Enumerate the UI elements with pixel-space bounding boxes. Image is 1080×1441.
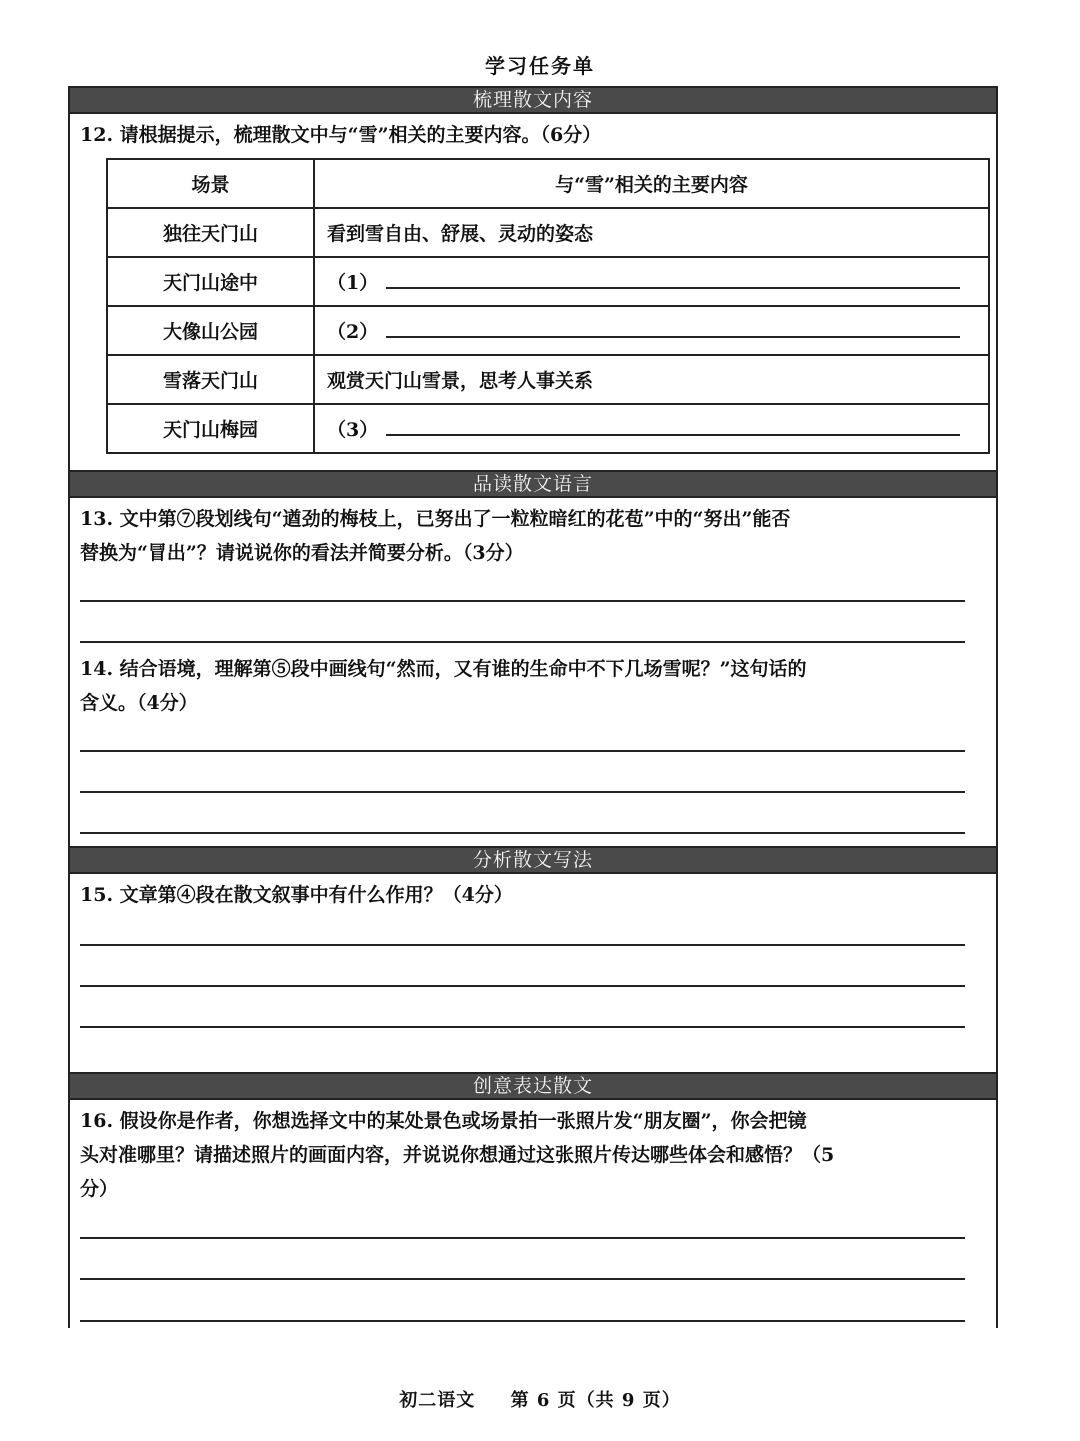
table-row <box>107 306 989 355</box>
question-16-line1: 16. 假设你是作者，你想选择文中的某处景色或场景拍一张照片发“朋友圈”，你会把镜 <box>80 1110 807 1132</box>
scene-cell: 天门山途中 <box>107 257 314 306</box>
table-row <box>107 208 989 257</box>
table-row <box>107 257 989 306</box>
question-16-line3: 分） <box>80 1178 119 1200</box>
answer-line-16-3[interactable] <box>80 1320 965 1322</box>
table-row <box>107 355 989 404</box>
answer-line[interactable] <box>386 422 960 436</box>
answer-line-14-1[interactable] <box>80 750 965 752</box>
question-13-line1: 13. 文中第⑦段划线句“遒劲的梅枝上，已努出了一粒粒暗红的花苞”中的“努出”能否 <box>80 508 791 530</box>
answer-label: （3） <box>327 419 379 441</box>
scene-cell: 雪落天门山 <box>107 355 314 404</box>
answer-line-16-2[interactable] <box>80 1278 965 1280</box>
answer-cell-3[interactable] <box>314 404 989 453</box>
footer-page-number: 第 6 页（共 9 页） <box>510 1390 681 1411</box>
question-15-line1: 15. 文章第④段在散文叙事中有什么作用？（4分） <box>80 884 513 906</box>
answer-line-15-3[interactable] <box>80 1026 965 1028</box>
answer-line-14-3[interactable] <box>80 832 965 834</box>
answer-line-14-2[interactable] <box>80 791 965 793</box>
scene-cell: 天门山梅园 <box>107 404 314 453</box>
content-cell: 看到雪自由、舒展、灵动的姿态 <box>314 208 989 257</box>
question-14-line2: 含义。（4分） <box>80 692 198 714</box>
answer-line-15-2[interactable] <box>80 985 965 987</box>
question-12-prompt: 12. 请根据提示，梳理散文中与“雪”相关的主要内容。（6分） <box>80 124 602 146</box>
section-header-1: 梳理散文内容 <box>68 86 998 114</box>
scene-cell: 大像山公园 <box>107 306 314 355</box>
section-header-4: 创意表达散文 <box>68 1072 998 1100</box>
question-16-line2: 头对准哪里？请描述照片的画面内容，并说说你想通过这张照片传达哪些体会和感悟？（5 <box>80 1144 835 1166</box>
table-row <box>107 404 989 453</box>
table-header-row <box>107 159 989 208</box>
page-footer <box>0 1386 1080 1412</box>
content-cell: 观赏天门山雪景，思考人事关系 <box>314 355 989 404</box>
section-header-3: 分析散文写法 <box>68 846 998 874</box>
answer-line-13-1[interactable] <box>80 600 965 602</box>
header-content: 与“雪”相关的主要内容 <box>314 159 989 208</box>
section-header-2: 品读散文语言 <box>68 470 998 498</box>
answer-line[interactable] <box>386 324 960 338</box>
answer-line-16-1[interactable] <box>80 1237 965 1239</box>
answer-label: （2） <box>327 321 379 343</box>
header-scene: 场景 <box>107 159 314 208</box>
answer-cell-2[interactable] <box>314 306 989 355</box>
answer-label: （1） <box>327 272 379 294</box>
scene-table <box>106 158 990 454</box>
page-title: 学习任务单 <box>485 54 595 78</box>
question-13-line2: 替换为“冒出”？请说说你的看法并简要分析。（3分） <box>80 542 524 564</box>
answer-line-13-2[interactable] <box>80 641 965 643</box>
answer-line-15-1[interactable] <box>80 944 965 946</box>
answer-line[interactable] <box>386 275 960 289</box>
answer-cell-1[interactable] <box>314 257 989 306</box>
scene-cell: 独往天门山 <box>107 208 314 257</box>
question-14-line1: 14. 结合语境，理解第⑤段中画线句“然而，又有谁的生命中不下几场雪呢？”这句话的 <box>80 658 807 680</box>
footer-subject: 初二语文 <box>399 1390 476 1411</box>
